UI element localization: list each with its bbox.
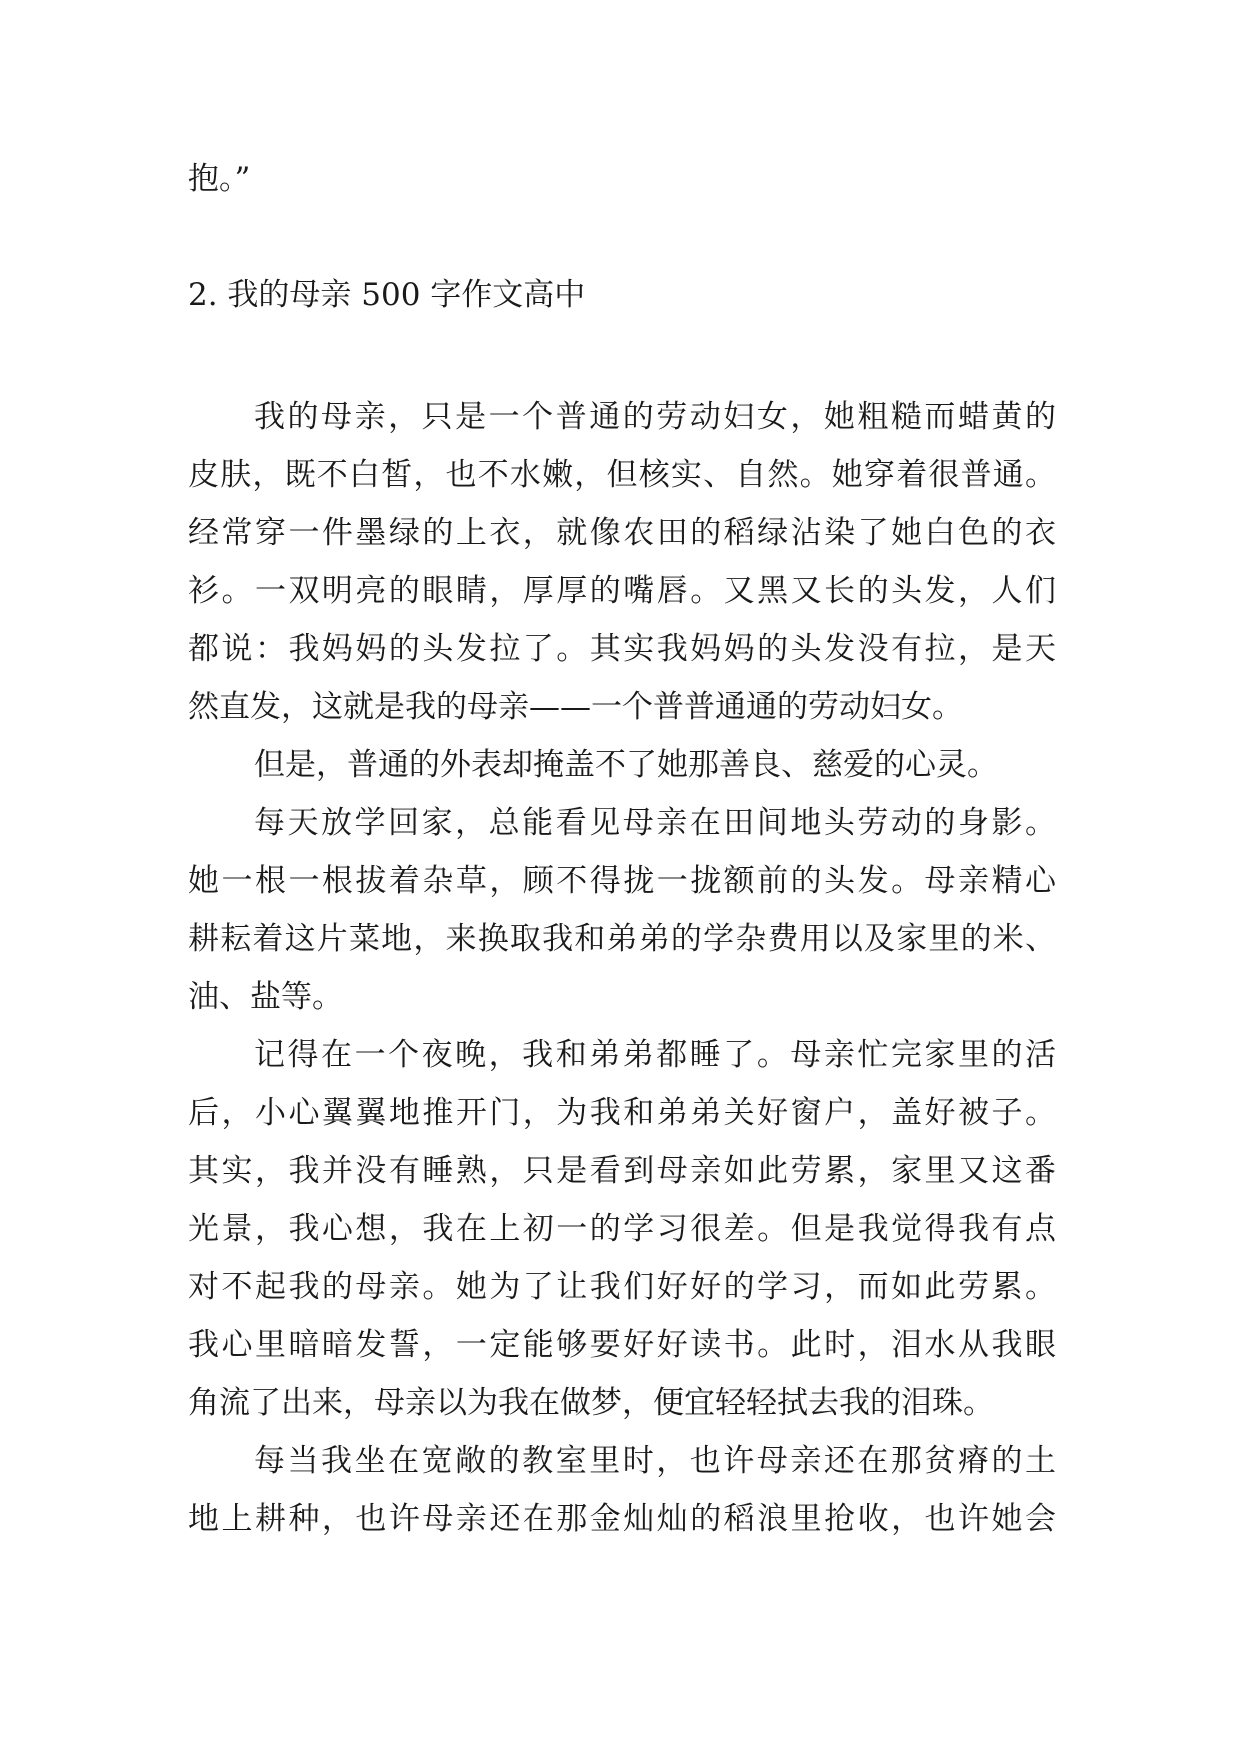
- paragraph-line: 我心里暗暗发誓，一定能够要好好读书。此时，泪水从我眼: [188, 1327, 1056, 1363]
- paragraph-line: 角流了出来，母亲以为我在做梦，便宜轻轻拭去我的泪珠。: [188, 1385, 994, 1421]
- paragraph-line: 然直发，这就是我的母亲——一个普普通通的劳动妇女。: [188, 689, 963, 725]
- paragraph-line: 她一根一根拔着杂草，顾不得拢一拢额前的头发。母亲精心: [188, 863, 1056, 899]
- paragraph-line: 地上耕种，也许母亲还在那金灿灿的稻浪里抢收，也许她会: [188, 1501, 1056, 1537]
- paragraph-line: 皮肤，既不白皙，也不水嫩，但核实、自然。她穿着很普通。: [188, 457, 1056, 493]
- section-heading: 2. 我的母亲 500 字作文高中: [188, 277, 586, 313]
- paragraph: [188, 1026, 1056, 1432]
- paragraph: [188, 736, 1056, 794]
- paragraph-line: 后，小心翼翼地推开门，为我和弟弟关好窗户，盖好被子。: [188, 1095, 1056, 1131]
- paragraph-line: 衫。一双明亮的眼睛，厚厚的嘴唇。又黑又长的头发，人们: [188, 573, 1056, 609]
- paragraph-line: 但是，普通的外表却掩盖不了她那善良、慈爱的心灵。: [254, 747, 998, 783]
- paragraph-line: 记得在一个夜晚，我和弟弟都睡了。母亲忙完家里的活: [254, 1037, 1056, 1073]
- paragraph-line: 光景，我心想，我在上初一的学习很差。但是我觉得我有点: [188, 1211, 1056, 1247]
- paragraph-line: 油、盐等。: [188, 979, 343, 1015]
- paragraph: [188, 794, 1056, 1026]
- paragraph-line: 其实，我并没有睡熟，只是看到母亲如此劳累，家里又这番: [188, 1153, 1056, 1189]
- paragraph-line: 对不起我的母亲。她为了让我们好好的学习，而如此劳累。: [188, 1269, 1056, 1305]
- paragraph-line: 经常穿一件墨绿的上衣，就像农田的稻绿沾染了她白色的衣: [188, 515, 1056, 551]
- paragraph: [188, 1432, 1056, 1548]
- paragraph-line: 耕耘着这片菜地，来换取我和弟弟的学杂费用以及家里的米、: [188, 921, 1056, 957]
- continuation-text: 抱。”: [188, 161, 251, 197]
- paragraph-line: 我的母亲，只是一个普通的劳动妇女，她粗糙而蜡黄的: [254, 399, 1056, 435]
- paragraph-line: 都说：我妈妈的头发拉了。其实我妈妈的头发没有拉，是天: [188, 631, 1056, 667]
- paragraph: [188, 388, 1056, 736]
- paragraph-line: 每当我坐在宽敞的教室里时，也许母亲还在那贫瘠的土: [254, 1443, 1056, 1479]
- paragraph-line: 每天放学回家，总能看见母亲在田间地头劳动的身影。: [254, 805, 1056, 841]
- document-body: [188, 150, 1056, 1548]
